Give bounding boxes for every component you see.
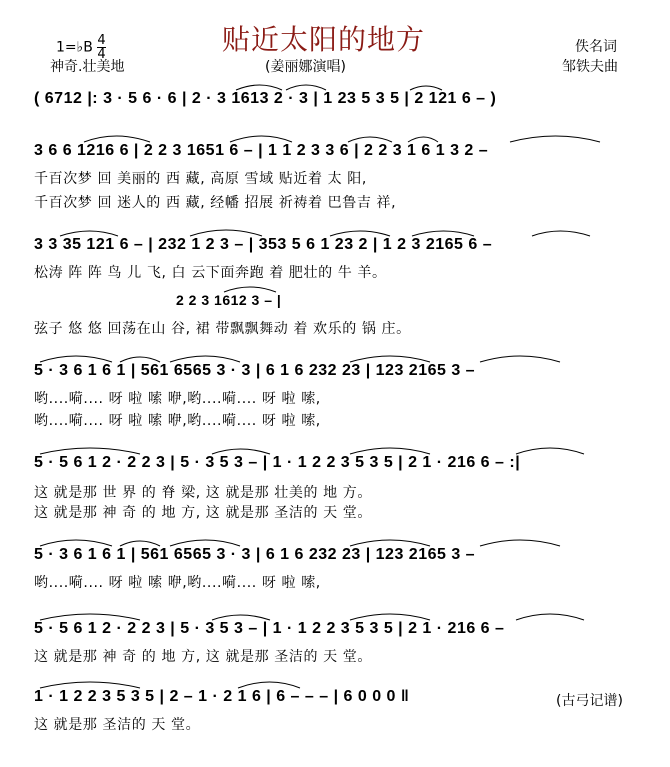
transcriber-note: (古弓记谱): [556, 693, 623, 709]
lyrics-row-4-verse-1: 哟....嗬.... 呀 啦 嗦 咿,哟....嗬.... 呀 啦 嗦,: [34, 391, 321, 407]
lyrics-row-3-verse-1: 松涛 阵 阵 鸟 儿 飞, 白 云下面奔跑 着 肥壮的 牛 羊。: [34, 265, 387, 281]
slur-mark: [480, 356, 560, 362]
lyrics-row-5-verse-1: 这 就是那 世 界 的 脊 梁, 这 就是那 壮美的 地 方。: [34, 485, 373, 501]
lyrics-row-2-verse-2: 千百次梦 回 迷人的 西 藏, 经幡 招展 祈祷着 巴鲁吉 祥,: [34, 195, 397, 211]
composer: 邹铁夫曲: [562, 59, 618, 75]
time-signature: $\frac{4}{4}$: [97, 33, 106, 62]
lyrics-row-8: 这 就是那 圣洁的 天 堂。: [34, 717, 201, 733]
notation-row-6: 5 · 3 6 1 6 1 | 561 6565 3 · 3 | 6 1 6 232 23 | 123 2165 3 –: [34, 546, 476, 563]
lyrics-row-2-verse-1: 千百次梦 回 美丽的 西 藏, 高原 雪域 贴近着 太 阳,: [34, 171, 367, 187]
notation-row-3: 3 3 35 121 6 – | 232 1 2 3 – | 353 5 6 1 23 2 | 1 2 3 2165 6 –: [34, 236, 493, 253]
notation-row-3-variant: 2 2 3 1612 3 – |: [176, 292, 282, 308]
notation-row-5: 5 · 5 6 1 2 · 2 2 3 | 5 · 3 5 3 – | 1 · 1 2 2 3 5 3 5 | 2 1 · 216 6 – :|: [34, 454, 521, 471]
lyrics-row-5-verse-2: 这 就是那 神 奇 的 地 方, 这 就是那 圣洁的 天 堂。: [34, 505, 373, 521]
lyrics-row-6: 哟....嗬.... 呀 啦 嗦 咿,哟....嗬.... 呀 啦 嗦,: [34, 575, 321, 591]
notation-row-1: ( 6712 |: 3 · 5 6 · 6 | 2 · 3 1613 2 · 3 | 1 23 5 3 5 | 2 121 6 – ): [34, 90, 497, 107]
lyrics-row-4-verse-2: 哟....嗬.... 呀 啦 嗦 咿,哟....嗬.... 呀 啦 嗦,: [34, 413, 321, 429]
song-title: 贴近太阳的地方: [222, 23, 426, 56]
notation-row-2: 3 6 6 1216 6 | 2 2 3 1651 6 – | 1 1 2 3 3 6 | 2 2 3 1 6 1 3 2 –: [34, 142, 489, 159]
subtitle: 神奇.壮美地: [50, 59, 125, 75]
lyrics-row-7: 这 就是那 神 奇 的 地 方, 这 就是那 圣洁的 天 堂。: [34, 649, 373, 665]
notation-row-7: 5 · 5 6 1 2 · 2 2 3 | 5 · 3 5 3 – | 1 · 1 2 2 3 5 3 5 | 2 1 · 216 6 –: [34, 620, 505, 637]
slur-mark: [516, 448, 584, 454]
performer: (姜丽娜演唱): [265, 59, 346, 75]
lyrics-row-3-verse-2: 弦子 悠 悠 回荡在山 谷, 裙 带飘飘舞动 着 欢乐的 锅 庄。: [34, 321, 411, 337]
notation-row-8: 1 · 1 2 2 3 5 3 5 | 2 – 1 · 2 1 6 | 6 – – – | 6 0 0 0 ‖: [34, 688, 410, 705]
lyricist: 佚名词: [575, 39, 617, 55]
slur-mark: [510, 136, 600, 142]
slur-mark: [516, 614, 584, 620]
key-signature: 1=♭B $\frac{4}{4}$: [56, 33, 106, 62]
notation-row-4: 5 · 3 6 1 6 1 | 561 6565 3 · 3 | 6 1 6 232 23 | 123 2165 3 –: [34, 362, 476, 379]
slur-mark: [532, 231, 590, 236]
slur-mark: [480, 540, 560, 546]
